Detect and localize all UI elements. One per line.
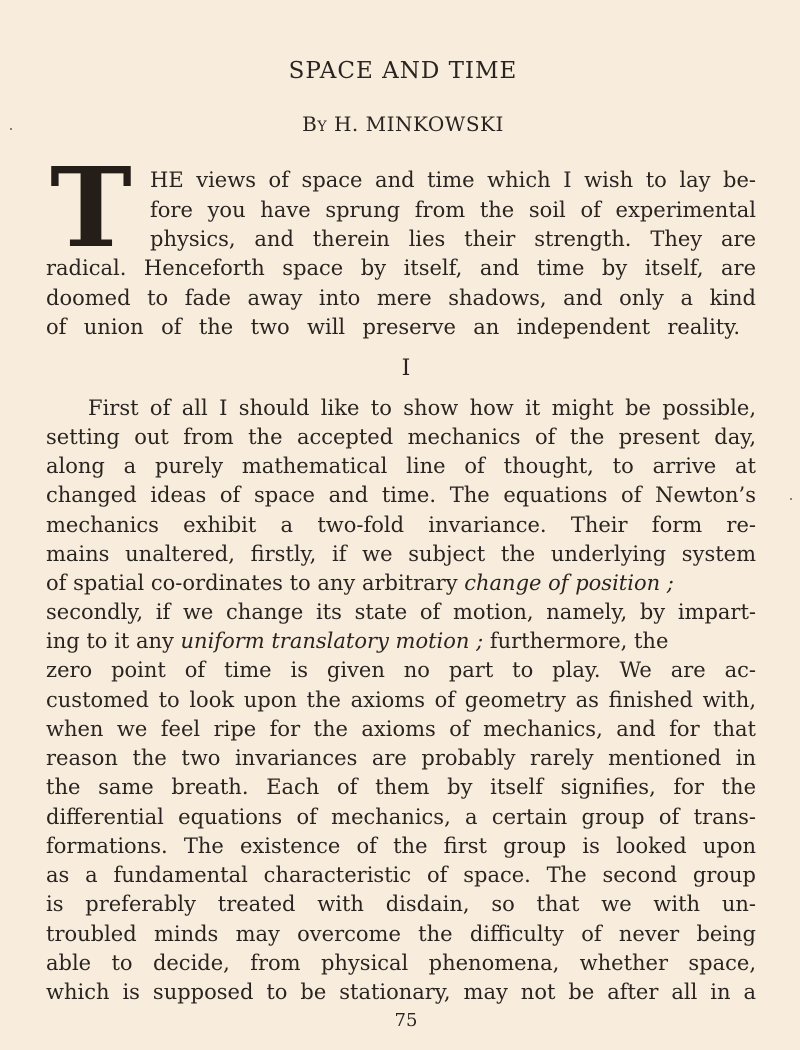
body-line-mixed <box>46 573 756 599</box>
body-line: mechanics exhibit a two-fold invariance. Their form re- <box>46 513 756 537</box>
byline-author: H. MINKOWSKI <box>333 112 504 136</box>
body-line: along a purely mathematical line of thought, to arrive at <box>46 454 756 478</box>
body-line: mains unaltered, firstly, if we subject the underlying system <box>46 542 756 566</box>
body-line: changed ideas of space and time. The equations of Newton’s <box>46 483 756 507</box>
body-line: is preferably treated with disdain, so that we with un- <box>46 892 756 916</box>
emphasis-change-of-position: change of position ; <box>464 571 674 595</box>
body-line: which is supposed to be stationary, may not be after all in a <box>46 980 756 1004</box>
body-line: reason the two invariances are probably rarely mentioned in <box>46 746 756 770</box>
body-line: First of all I should like to show how it might be possible, <box>88 396 756 420</box>
emphasis-uniform-translatory-motion: uniform translatory motion ; <box>180 629 484 653</box>
intro-line: physics, and therein lies their strength. They are <box>150 227 756 251</box>
body-line: as a fundamental characteristic of space. The second group <box>46 863 756 887</box>
section-number: I <box>401 356 411 381</box>
body-line-text: ing to it any <box>46 629 181 653</box>
body-line: differential equations of mechanics, a certain group of trans- <box>46 805 756 829</box>
intro-line: fore you have sprung from the soil of experimental <box>150 198 756 222</box>
intro-line: doomed to fade away into mere shadows, and only a kind <box>46 286 756 310</box>
paper-speck <box>790 498 792 500</box>
body-line: formations. The existence of the first group is looked upon <box>46 834 756 858</box>
body-line: secondly, if we change its state of motion, namely, by impart- <box>46 600 756 624</box>
byline <box>0 112 800 136</box>
body-line: when we feel ripe for the axioms of mechanics, and for that <box>46 717 756 741</box>
body-line: the same breath. Each of them by itself signifies, for the <box>46 775 756 799</box>
body-line-text: of spatial co-ordinates to any arbitrary <box>46 571 465 595</box>
intro-line: of union of the two will preserve an independent reality. <box>46 315 740 339</box>
body-line: able to decide, from physical phenomena, whether space, <box>46 951 756 975</box>
drop-cap-letter: T <box>50 143 132 272</box>
intro-line: radical. Henceforth space by itself, and time by itself, are <box>46 256 756 280</box>
body-line: customed to look upon the axioms of geometry as finished with, <box>46 688 756 712</box>
page-title: SPACE AND TIME <box>288 58 518 84</box>
byline-by: By <box>302 112 328 136</box>
intro-line: HE views of space and time which I wish to lay be- <box>150 168 756 192</box>
drop-cap <box>50 143 142 272</box>
page-number: 75 <box>394 1010 418 1031</box>
body-line-mixed <box>46 631 756 657</box>
body-line-text: furthermore, the <box>483 629 669 653</box>
body-line: zero point of time is given no part to play. We are ac- <box>46 658 756 682</box>
paper-speck <box>10 128 12 130</box>
body-line: troubled minds may overcome the difficulty of never being <box>46 922 756 946</box>
body-line: setting out from the accepted mechanics of the present day, <box>46 425 756 449</box>
